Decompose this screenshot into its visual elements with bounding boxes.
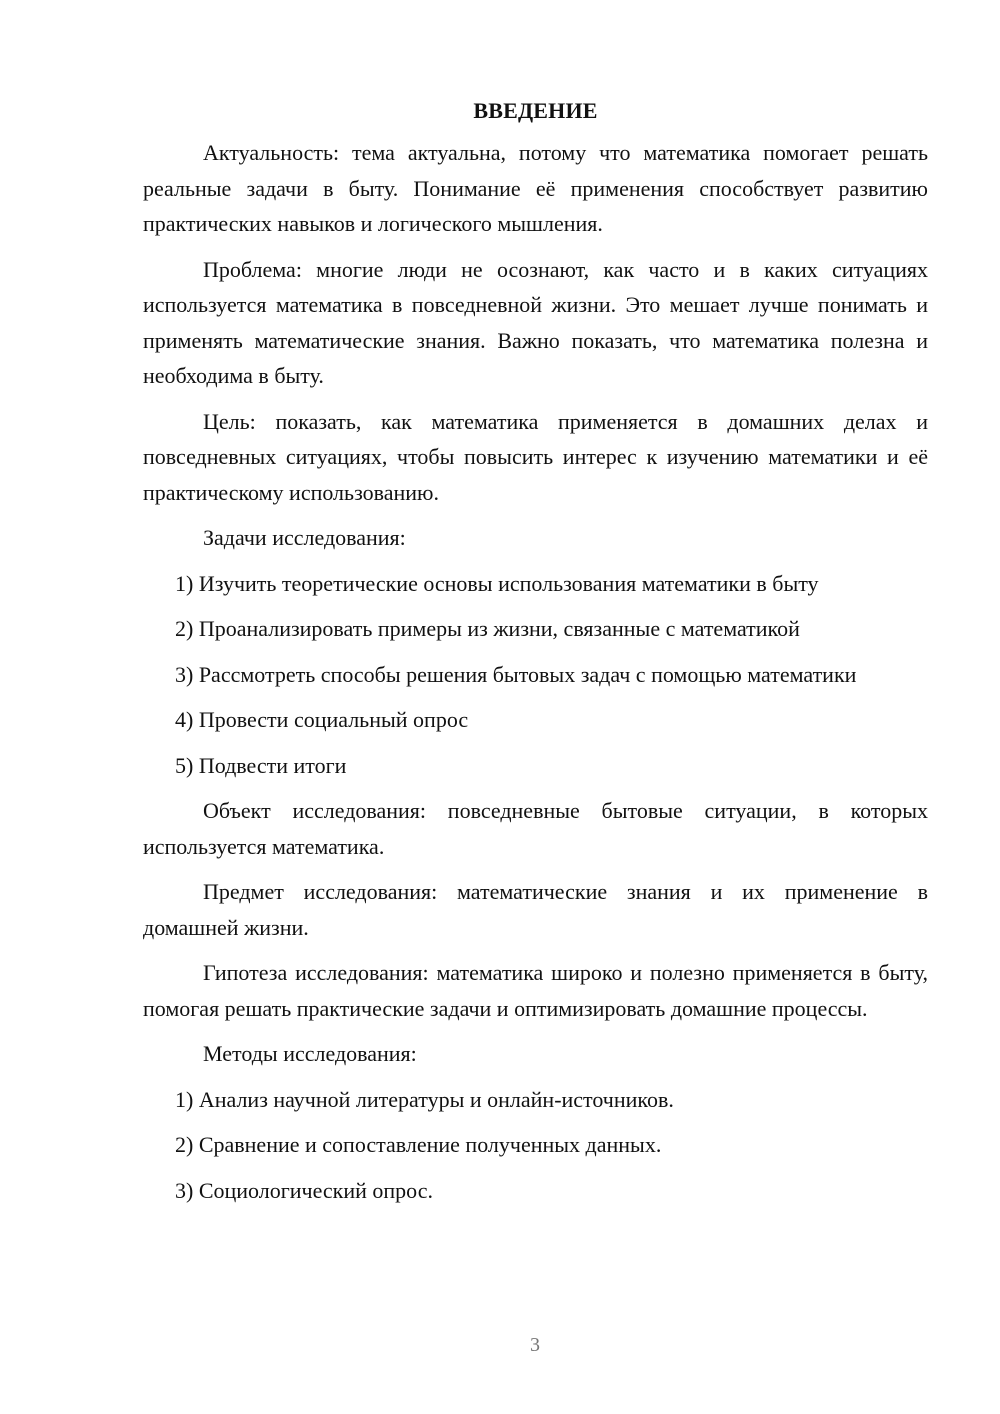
method-item: 1) Анализ научной литературы и онлайн-источников. <box>175 1086 674 1112</box>
methods-heading: Методы исследования: <box>203 1041 417 1066</box>
relevance-paragraph: Актуальность: тема актуальна, потому что математика помогает решать реальные задачи в быту. Понимание её применения способствует развитию практических навыков и логического мышления. <box>143 140 928 236</box>
task-item: 4) Провести социальный опрос <box>175 707 469 732</box>
problem-paragraph: Проблема: многие люди не осознают, как часто и в каких ситуациях используется математика в повседневной жизни. Это мешает лучше понимать и применять математические знания. Важно показать, что математика полезна и необходима в быту. <box>143 256 928 388</box>
method-item: 2) Сравнение и сопоставление полученных данных. <box>175 1132 662 1157</box>
tasks-heading: Задачи исследования: <box>203 525 406 550</box>
task-item: 3) Рассмотреть способы решения бытовых задач с помощью математики <box>175 661 857 687</box>
object-paragraph: Объект исследования: повседневные бытовые ситуации, в которых используется математика. <box>143 798 928 859</box>
hypothesis-paragraph: Гипотеза исследования: математика широко и полезно применяется в быту, помогая решать практические задачи и оптимизировать домашние процессы. <box>143 960 928 1021</box>
page-title: ВВЕДЕНИЕ <box>473 98 598 123</box>
task-item: 2) Проанализировать примеры из жизни, связанные с математикой <box>175 616 800 641</box>
task-item: 1) Изучить теоретические основы использования математики в быту <box>175 570 819 596</box>
task-item: 5) Подвести итоги <box>175 752 347 778</box>
page-content <box>143 93 928 1218</box>
subject-paragraph: Предмет исследования: математические знания и их применение в домашней жизни. <box>143 879 928 940</box>
method-item: 3) Социологический опрос. <box>175 1177 433 1203</box>
page-number: 3 <box>530 1334 540 1356</box>
goal-paragraph: Цель: показать, как математика применяется в домашних делах и повседневных ситуациях, чтобы повысить интерес к изучению математики и её практическому использованию. <box>143 408 928 505</box>
